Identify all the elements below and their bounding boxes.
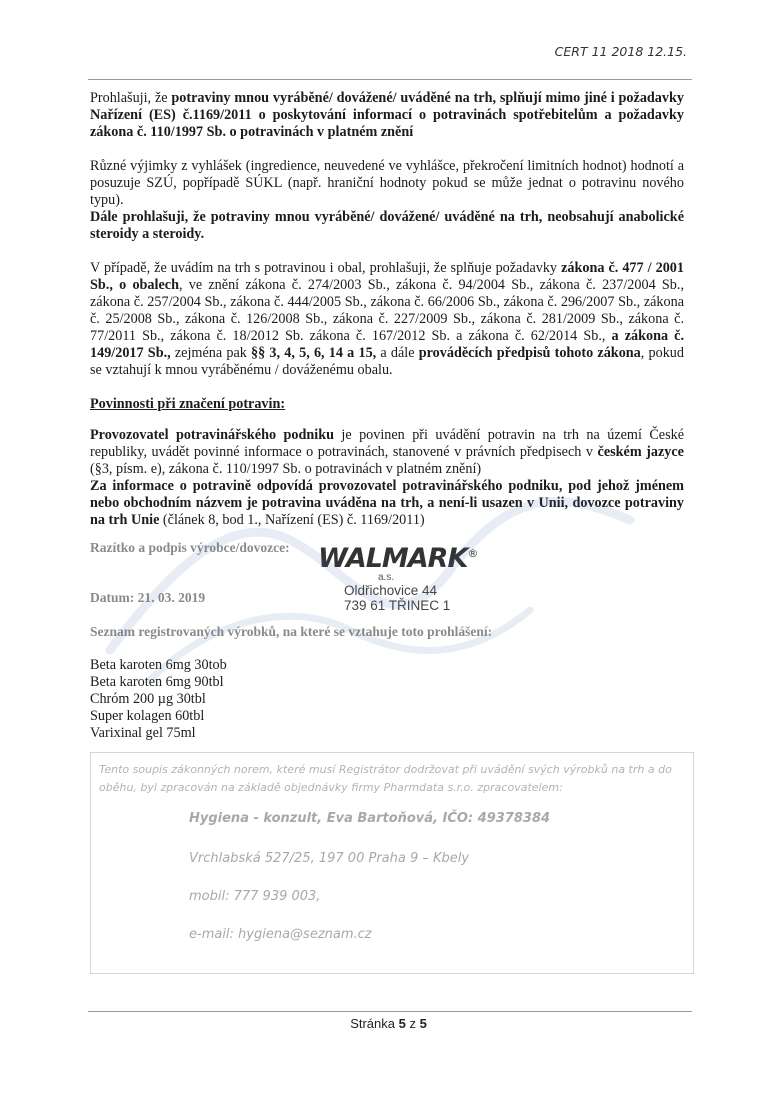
list-item: Super kolagen 60tbl (90, 708, 205, 724)
paragraph-labeling-duties: Provozovatel potravinářského podniku je povinen při uvádění potravin na trh na území České republiky, uvádět povinné informace o potravinách, stanovené v právních předpisech v českém jazyce (§3, písm. e), zákona č. 110/1997 Sb. o potravinách v platném znění) Za informace o potravině odpovídá provozovatel potravinářského podniku, pod jehož jménem nebo obchodním názvem je potravina uváděna na trh, a není-li usazen v Unii, dovozce potraviny na trh Unie (článek 8, bod 1., Nařízení (ES) č. 1169/2011) (90, 427, 684, 528)
header-rule (88, 79, 692, 80)
company-stamp (318, 540, 478, 613)
processor-address: Vrchlabská 527/25, 197 00 Praha 9 – Kbely (189, 851, 470, 866)
footer-rule (88, 1011, 692, 1012)
processor-mobile: mobil: 777 939 003, (189, 889, 321, 904)
paragraph-packaging: V případě, že uvádím na trh s potravinou i obal, prohlašuji, že splňuje požadavky zákona č. 477 / 2001 Sb., o obalech, ve znění zákona č. 274/2003 Sb., zákona č. 94/2004 Sb., zákona č. 237/2004 Sb., zákona č. 257/2004 Sb., zákona č. 444/2005 Sb., zákona č. 66/2006 Sb., zákona č. 296/2007 Sb., zákona č. 25/2008 Sb., zákona č. 126/2008 Sb., zákona č. 227/2009 Sb., zákona č. 281/2009 Sb., zákona č. 77/2011 Sb., zákona č. 18/2012 Sb. zákona č. 167/2012 Sb. a zákona č. 62/2014 Sb., a zákona č. 149/2017 Sb., zejména pak §§ 3, 4, 5, 6, 14 a 15, a dále prováděcích předpisů tohoto zákona, pokud se vztahují k mnou vyráběnému / dováženému obalu. (90, 260, 684, 378)
page-total: 5 (419, 1016, 427, 1031)
stamp-address-line-2: 739 61 TŘINEC 1 (344, 598, 451, 613)
section-title-labeling: Povinnosti při značení potravin: (90, 396, 286, 412)
page-number: 5 (398, 1016, 406, 1031)
page-footer: Stránka 5 z 5 (350, 1016, 427, 1031)
paragraph-food-requirements: Prohlašuji, že potraviny mnou vyráběné/ dovážené/ uváděné na trh, splňují mimo jiné i požadavky Nařízení (ES) č.1169/2011 o poskytování informací o potravinách spotřebitelům a požadavky zákona č. 110/1997 Sb. o potravinách v platném znění (90, 90, 684, 140)
date-line: Datum: 21. 03. 2019 (90, 590, 206, 605)
list-item: Chróm 200 µg 30tbl (90, 691, 206, 707)
paragraph-exceptions: Různé výjimky z vyhlášek (ingredience, neuvedené ve vyhlášce, překročení limitních hodnot) hodnotí a posuzuje SZÚ, popřípadě SÚKL (např. hraniční hodnoty pokud se může jednat o potravinu nového typu). Dále prohlašuji, že potraviny mnou vyráběné/ dovážené/ uváděné na trh, neobsahují anabolické steroidy a steroidy. (90, 158, 684, 242)
document-code: CERT 11 2018 12.15. (554, 44, 687, 59)
stamp-signature-label: Razítko a podpis výrobce/dovozce: (90, 540, 290, 555)
list-item: Beta karoten 6mg 90tbl (90, 674, 224, 690)
processor-company: Hygiena - konzult, Eva Bartoňová, IČO: 49378384 (189, 811, 551, 826)
notice-text: Tento soupis zákonných norem, které musí Registrátor dodržovat při uvádění svých výrobků na trh a do oběhu, byl zpracován na základě objednávky firmy Pharmdata s.r.o. zpracovatelem: (99, 763, 672, 794)
walmark-logo: WALMARK® (318, 543, 478, 574)
products-list (90, 657, 227, 742)
products-list-title: Seznam registrovaných výrobků, na které se vztahuje toto prohlášení: (90, 624, 493, 639)
processor-email: e-mail: hygiena@seznam.cz (189, 927, 372, 942)
stamp-address-line-1: Oldřichovice 44 (344, 583, 438, 598)
list-item: Beta karoten 6mg 30tob (90, 657, 227, 673)
declaration-body (90, 90, 684, 529)
stamp-company-form: a.s. (378, 572, 395, 583)
list-item: Varixinal gel 75ml (90, 725, 196, 741)
processor-notice (90, 752, 694, 974)
